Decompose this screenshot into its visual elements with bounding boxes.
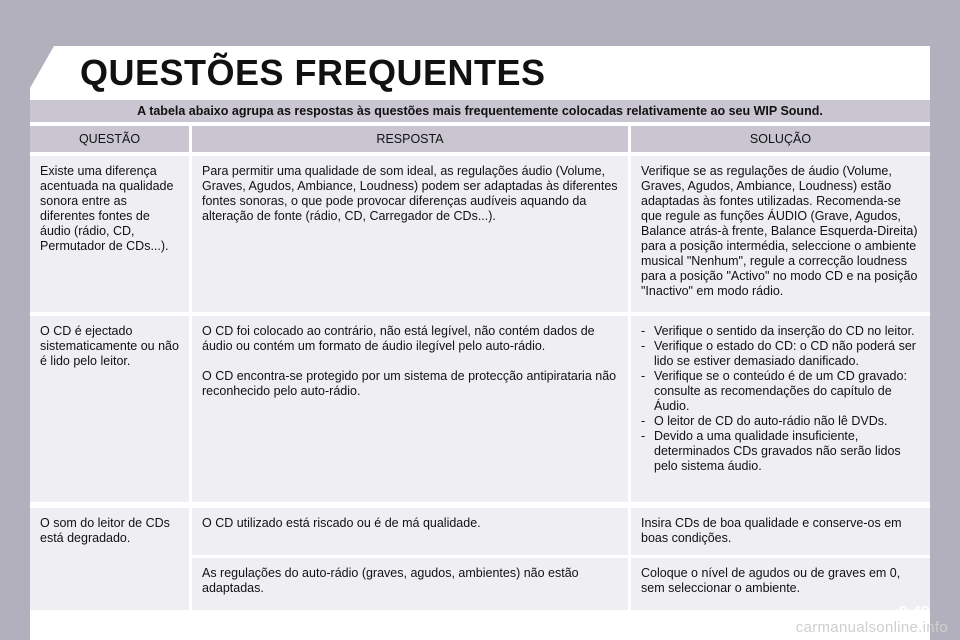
row2-question [30,316,189,502]
header-solution-label: SOLUÇÃO [749,132,812,146]
header-solution [631,126,930,152]
row1-solution-text: Verifique se as regulações de áudio (Volume, Graves, Agudos, Ambiance, Loudness) estão adaptadas às fontes utilizadas. Recomenda-se que regule as funções ÁUDIO (Grave, Agudos, Balance atrás-à frente, Balance Esquerda-Direita) para a posição intermédia, seleccione o ambiente musical "Nenhum", regule a correcção loudness para a posição "Activo" no modo CD e na posição "Inactivo" em modo rádio. [641,164,918,298]
row3-answer-a-text: O CD utilizado está riscado ou é de má qualidade. [202,516,481,530]
row2-answer [192,316,628,502]
header-answer-label: RESPOSTA [376,132,444,146]
row3-solution-b [631,558,930,610]
list-item: - Verifique o estado do CD: o CD não poderá ser lido se estiver demasiado danificado. [641,339,920,369]
row2-question-text: O CD é ejectado sistematicamente ou não é lido pelo leitor. [40,324,179,368]
page-title: QUESTÕES FREQUENTES [80,52,546,93]
row1-solution [631,156,930,312]
watermark: carmanualsonline.info [795,619,948,636]
row3-question-text: O som do leitor de CDs está degradado. [40,516,170,545]
row1-answer [192,156,628,312]
row2-answer-paragraph: O CD encontra-se protegido por um sistema de protecção antipirataria não reconhecido pelo auto-rádio. [202,369,617,398]
row3-solution-a [631,508,930,555]
list-item: - Devido a uma qualidade insuficiente, determinados CDs gravados não serão lidos pelo sistema áudio. [641,429,920,474]
list-item: - O leitor de CD do auto-rádio não lê DVDs. [641,414,920,429]
row3-answer-b-text: As regulações do auto-rádio (graves, agudos, ambientes) não estão adaptadas. [202,566,579,595]
row3-solution-a-text: Insira CDs de boa qualidade e conserve-os em boas condições. [641,516,902,545]
row1-question-text: Existe uma diferença acentuada na qualidade sonora entre as diferentes fontes de áudio (rádio, CD, Permutador de CDs...). [40,164,174,253]
subtitle-bar [30,100,930,122]
row3-question [30,508,189,610]
page-number: 9.49 [898,604,930,621]
header-question-label: QUESTÃO [78,132,141,146]
header-answer [192,126,628,152]
header-question [30,126,189,152]
subtitle-text: A tabela abaixo agrupa as respostas às questões mais frequentemente colocadas relativamente ao seu WIP Sound. [137,104,823,118]
list-item: - Verifique se o conteúdo é de um CD gravado: consulte as recomendações do capítulo de Áudio. [641,369,920,414]
row2-solution-list [641,324,920,474]
row1-question [30,156,189,312]
row1-answer-text: Para permitir uma qualidade de som ideal, as regulações áudio (Volume, Graves, Agudos, Ambiance, Loudness) podem ser adaptadas às diferentes fontes sonoras, o que pode provocar diferenças audíveis aquando da alteração de fonte (rádio, CD, Carregador de CDs...). [202,164,618,223]
row3-answer-b [192,558,628,610]
list-item: - Verifique o sentido da inserção do CD no leitor. [641,324,920,339]
row3-answer-a [192,508,628,555]
row2-solution [631,316,930,502]
row3-solution-b-text: Coloque o nível de agudos ou de graves em 0, sem seleccionar o ambiente. [641,566,901,595]
row2-answer-paragraph: O CD foi colocado ao contrário, não está legível, não contém dados de áudio ou contém um formato de áudio ilegível pelo auto-rádio. [202,324,595,353]
